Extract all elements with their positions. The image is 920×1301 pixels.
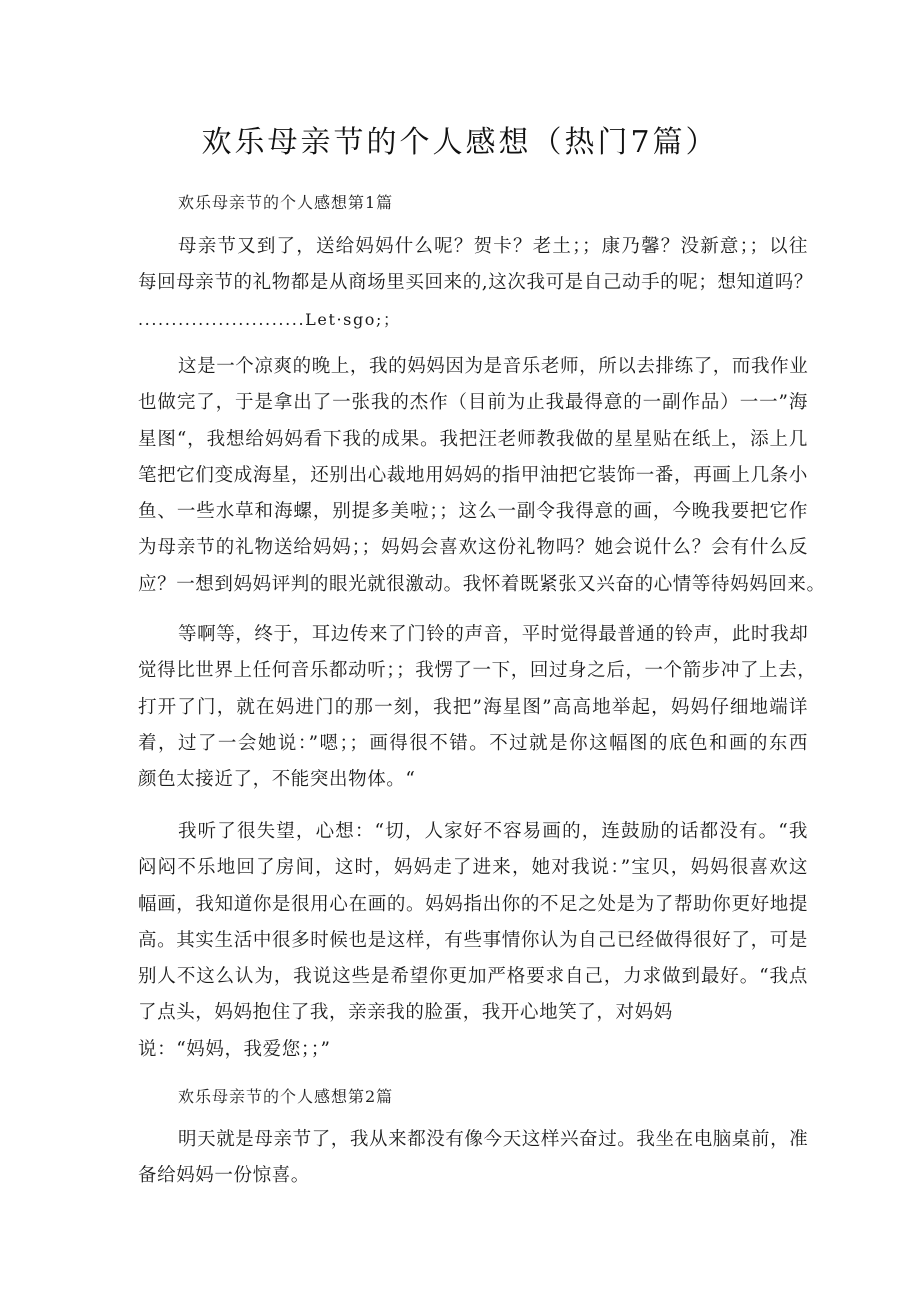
document-title: 欢乐母亲节的个人感想（热门7篇） [201, 125, 719, 160]
paragraph [138, 1122, 808, 1195]
paragraph-line: 闷闷不乐地回了房间，这时，妈妈走了进来，她对我说：”宝贝，妈妈很喜欢这 [138, 857, 808, 879]
paragraph-line: 等啊等，终于，耳边传来了门铃的声音，平时觉得最普通的铃声，此时我却 [178, 624, 809, 645]
paragraph-line: 星图“，我想给妈妈看下我的成果。我把汪老师教我做的星星贴在纸上，添上几 [138, 428, 808, 450]
paragraph [138, 229, 813, 338]
paragraph-line: 我听了很失望，心想：“切，人家好不容易画的，连鼓励的话都没有。“我 [178, 821, 808, 842]
paragraph-line: 着，过了一会她说：”嗯；；画得很不错。不过就是你这幅图的底色和画的东西 [138, 732, 808, 754]
section-2-heading: 欢乐母亲节的个人感想第2篇 [178, 1087, 394, 1106]
paragraph-line: 觉得比世界上任何音乐都动听；；我愣了一下，回过身之后，一个箭步冲了上去， [138, 660, 817, 682]
paragraph-line: 说：“妈妈，我爱您；；” [138, 1038, 331, 1060]
paragraph-line: .........................Let·sgo;； [138, 309, 401, 329]
paragraph-line: 应？一想到妈妈评判的眼光就很激动。我怀着既紧张又兴奋的心情等待妈妈回来。 [138, 573, 826, 595]
paragraph-line: 也做完了，于是拿出了一张我的杰作（目前为止我最得意的一副作品）一一”海 [138, 392, 808, 414]
paragraph-line: 备给妈妈一份惊喜。 [138, 1165, 310, 1187]
paragraph-line: 这是一个凉爽的晚上，我的妈妈因为是音乐老师，所以去排练了，而我作业 [178, 356, 809, 377]
paragraph-line: 别人不这么认为，我说这些是希望你更加严格要求自己，力求做到最好。“我点 [138, 966, 808, 988]
paragraph-line: 颜色太接近了，不能突出物体。“ [138, 769, 416, 791]
paragraph-line: 幅画，我知道你是很用心在画的。妈妈指出你的不足之处是为了帮助你更好地提 [138, 893, 808, 915]
paragraph-line: 打开了门，就在妈进门的那一刻，我把”海星图”高高地举起，妈妈仔细地端详 [138, 696, 808, 718]
paragraph-line: 明天就是母亲节了，我从来都没有像今天这样兴奋过。我坐在电脑桌前，准 [178, 1129, 809, 1150]
paragraph [138, 617, 817, 798]
paragraph-line: 鱼、一些水草和海螺，别提多美啦；；这么一副令我得意的画，今晚我要把它作 [138, 501, 808, 523]
paragraph-line: 母亲节又到了，送给妈妈什么呢？贺卡？老土；；康乃馨？没新意；；以往 [178, 236, 808, 257]
paragraph-line: 高。其实生活中很多时候也是这样，有些事情你认为自己已经做得很好了，可是 [138, 929, 808, 951]
paragraph [138, 814, 808, 1068]
paragraph-line: 了点头，妈妈抱住了我，亲亲我的脸蛋，我开心地笑了，对妈妈 [138, 1002, 673, 1024]
paragraph-line: 为母亲节的礼物送给妈妈；；妈妈会喜欢这份礼物吗？她会说什么？会有什么反 [138, 537, 808, 559]
paragraph-line: 每回母亲节的礼物都是从商场里买回来的,这次我可是自己动手的呢；想知道吗？ [138, 272, 813, 294]
section-1-heading: 欢乐母亲节的个人感想第1篇 [178, 193, 394, 212]
paragraph-line: 笔把它们变成海星，还别出心裁地用妈妈的指甲油把它装饰一番，再画上几条小 [138, 464, 808, 486]
paragraph [138, 349, 826, 603]
